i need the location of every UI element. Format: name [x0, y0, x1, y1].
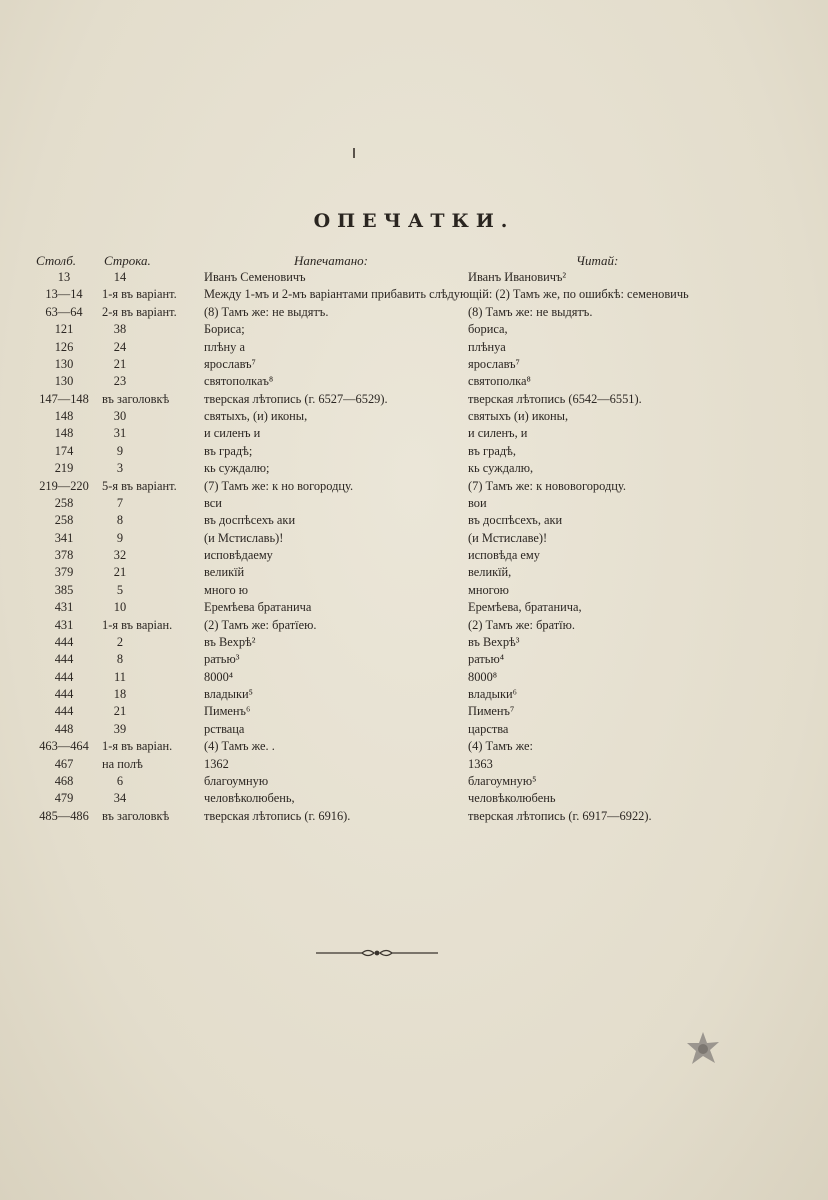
errata-printed-text: исповѣдаему	[204, 548, 273, 562]
errata-row	[36, 495, 796, 512]
errata-printed-text: ратью³	[204, 652, 240, 667]
errata-corrected-text: въ градѣ,	[468, 443, 516, 458]
errata-corrected-text: тверская лѣтопись (г. 6917—6922).	[468, 808, 652, 823]
errata-line-number: 8	[116, 652, 124, 667]
errata-column-number: 258	[54, 495, 74, 510]
errata-printed-text: ярославъ⁷	[204, 356, 256, 371]
errata-corrected-text: 8000⁸	[468, 669, 498, 684]
errata-printed-text: Бориса;	[204, 322, 245, 337]
errata-printed-text: (2) Тамъ же: братїею.	[204, 617, 317, 632]
errata-corrected-text: кь суждалю,	[468, 461, 534, 476]
errata-line-number: 34	[113, 791, 127, 806]
errata-printed-text: тверская лѣтопись (г. 6527—6529).	[204, 391, 388, 406]
errata-rows	[36, 269, 796, 825]
errata-printed-text: 8000⁴	[204, 669, 234, 684]
errata-column-number: 147—148	[39, 391, 89, 406]
errata-column-number: 126	[54, 339, 74, 354]
errata-corrected-text: Пименъ⁷	[468, 704, 515, 719]
errata-corrected-text: Иванъ Ивановичъ²	[468, 270, 567, 284]
errata-row	[36, 321, 796, 338]
errata-row	[36, 686, 796, 703]
errata-corrected-text: бориса,	[468, 322, 508, 337]
errata-row	[36, 773, 796, 790]
errata-row	[36, 790, 796, 807]
errata-line-number: 1-я въ варіан.	[102, 617, 173, 632]
errata-column-number: 379	[54, 565, 74, 580]
errata-row	[36, 269, 796, 286]
errata-corrected-text: ярославъ⁷	[468, 356, 520, 371]
errata-line-number: въ заголовкѣ	[102, 808, 170, 823]
errata-line-number: на полѣ	[102, 756, 143, 771]
errata-column-number: 341	[54, 530, 74, 545]
errata-row	[36, 408, 796, 425]
errata-column-number: 467	[54, 756, 74, 771]
errata-line-number: 24	[113, 339, 127, 354]
errata-printed-text: Иванъ Семеновичъ	[204, 270, 306, 284]
errata-line-number: 9	[116, 530, 124, 545]
errata-printed-text: много ю	[204, 582, 248, 597]
errata-row	[36, 443, 796, 460]
errata-printed-text: въ градѣ;	[204, 443, 253, 458]
errata-row	[36, 356, 796, 373]
errata-corrected-text: (4) Тамъ же:	[468, 739, 533, 754]
errata-corrected-text: святополка⁸	[468, 374, 531, 389]
errata-printed-text: человѣколюбень,	[204, 791, 295, 806]
errata-row	[36, 738, 796, 755]
errata-line-number: 39	[113, 721, 127, 736]
errata-column-number: 431	[54, 617, 74, 632]
errata-printed-text: рстваца	[204, 721, 245, 736]
errata-printed-text: (7) Тамъ же: к но вогородцу.	[204, 478, 354, 493]
errata-column-number: 479	[54, 791, 74, 806]
errata-line-number: 11	[114, 669, 126, 684]
errata-row	[36, 547, 796, 564]
errata-column-number: 463—464	[39, 739, 89, 754]
errata-corrected-text: тверская лѣтопись (6542—6551).	[468, 391, 642, 406]
errata-row	[36, 304, 796, 321]
errata-printed-text: владыки⁵	[204, 687, 253, 701]
errata-row	[36, 530, 796, 547]
errata-corrected-text: (и Мстиславе)!	[468, 530, 548, 545]
errata-corrected-text: ратью⁴	[468, 652, 505, 667]
errata-row	[36, 478, 796, 495]
errata-printed-text: (и Мстиславь)!	[204, 530, 284, 545]
errata-row	[36, 651, 796, 668]
errata-line-number: 5-я въ варіант.	[102, 478, 177, 493]
errata-column-number: 130	[54, 356, 74, 371]
errata-row	[36, 599, 796, 616]
header-read: Читай:	[576, 253, 619, 268]
errata-line-number: 6	[116, 773, 124, 788]
errata-corrected-text: многою	[468, 582, 509, 597]
errata-printed-text: великїй	[204, 565, 245, 580]
errata-column-number: 13—14	[45, 287, 83, 302]
errata-column-number: 13	[57, 270, 71, 284]
errata-corrected-text: вои	[468, 495, 487, 510]
errata-row	[36, 756, 796, 773]
errata-row	[36, 634, 796, 651]
errata-corrected-text: святыхъ (и) иконы,	[468, 409, 569, 423]
errata-line-number: 9	[116, 443, 124, 458]
errata-line-number: 5	[116, 582, 124, 597]
errata-column-number: 219—220	[39, 478, 89, 493]
errata-printed-text: Между 1-мъ и 2-мъ варіантами прибавить слѣдующій: (2) Тамъ же, по ошибкѣ: семеновичь	[204, 287, 689, 302]
errata-corrected-text: (2) Тамъ же: братїю.	[468, 617, 575, 632]
errata-column-number: 468	[54, 773, 74, 788]
print-mark	[353, 148, 355, 158]
errata-row	[36, 564, 796, 581]
errata-column-number: 148	[54, 409, 74, 423]
errata-printed-text: (8) Тамъ же: не выдятъ.	[204, 304, 329, 319]
library-stamp-icon	[684, 1030, 722, 1068]
errata-column-number: 258	[54, 513, 74, 528]
errata-line-number: 30	[113, 409, 127, 423]
errata-column-number: 385	[54, 582, 74, 597]
errata-header-row	[36, 252, 796, 269]
errata-row	[36, 808, 796, 825]
errata-row	[36, 703, 796, 720]
errata-corrected-text: (7) Тамъ же: к нововогородцу.	[468, 478, 626, 493]
header-line: Строка.	[104, 253, 151, 268]
errata-column-number: 219	[54, 461, 74, 476]
errata-row	[36, 339, 796, 356]
errata-column-number: 63—64	[45, 304, 83, 319]
errata-printed-text: Еремѣева братанича	[204, 600, 312, 615]
errata-line-number: 2	[116, 634, 124, 649]
errata-line-number: 32	[113, 548, 127, 562]
errata-row	[36, 425, 796, 442]
errata-column-number: 444	[54, 687, 74, 701]
errata-corrected-text: плѣнуа	[468, 339, 506, 354]
errata-corrected-text: благоумную⁵	[468, 773, 537, 788]
errata-column-number: 444	[54, 669, 74, 684]
errata-corrected-text: Еремѣева, братанича,	[468, 600, 582, 615]
errata-printed-text: кь суждалю;	[204, 461, 270, 476]
errata-corrected-text: исповѣда ему	[468, 548, 540, 562]
errata-printed-text: святополкаъ⁸	[204, 374, 274, 389]
ornament-divider-icon	[316, 946, 438, 960]
errata-line-number: 3	[116, 461, 124, 476]
errata-line-number: 8	[116, 513, 124, 528]
errata-row	[36, 721, 796, 738]
errata-printed-text: въ Вехрѣ²	[204, 634, 256, 649]
errata-printed-text: и силенъ и	[204, 426, 261, 441]
errata-printed-text: вси	[204, 495, 222, 510]
errata-row	[36, 512, 796, 529]
errata-line-number: 21	[113, 704, 127, 719]
errata-corrected-text: 1363	[468, 756, 493, 771]
errata-row	[36, 460, 796, 477]
errata-corrected-text: великїй,	[468, 565, 512, 580]
page-title: ОПЕЧАТКИ.	[313, 210, 515, 232]
errata-printed-text: благоумную	[204, 773, 269, 788]
errata-column-number: 174	[54, 443, 74, 458]
errata-row	[36, 373, 796, 390]
errata-line-number: 21	[113, 565, 127, 580]
errata-line-number: 2-я въ варіант.	[102, 304, 177, 319]
errata-table	[36, 252, 796, 825]
errata-row	[36, 582, 796, 599]
errata-printed-text: (4) Тамъ же. .	[204, 739, 275, 754]
errata-column-number: 444	[54, 634, 74, 649]
errata-line-number: 10	[113, 600, 127, 615]
errata-line-number: 31	[113, 426, 127, 441]
errata-corrected-text: въ доспѣсехъ, аки	[468, 513, 563, 528]
errata-line-number: 21	[113, 356, 127, 371]
errata-column-number: 485—486	[39, 808, 89, 823]
errata-row	[36, 391, 796, 408]
errata-column-number: 148	[54, 426, 74, 441]
errata-corrected-text: въ Вехрѣ³	[468, 634, 520, 649]
errata-row	[36, 617, 796, 634]
errata-column-number: 378	[54, 548, 74, 562]
errata-corrected-text: (8) Тамъ же: не выдятъ.	[468, 304, 593, 319]
errata-line-number: 14	[113, 270, 127, 284]
errata-row	[36, 286, 796, 303]
errata-line-number: 23	[113, 374, 127, 389]
errata-column-number: 130	[54, 374, 74, 389]
errata-corrected-text: и силенъ, и	[468, 426, 528, 441]
errata-printed-text: 1362	[204, 756, 229, 771]
errata-line-number: 18	[113, 687, 127, 701]
header-printed: Напечатано:	[294, 253, 369, 268]
errata-line-number: 1-я въ варіант.	[102, 287, 177, 302]
errata-line-number: 7	[116, 495, 124, 510]
errata-column-number: 444	[54, 652, 74, 667]
errata-corrected-text: владыки⁶	[468, 687, 517, 701]
errata-line-number: 1-я въ варіан.	[102, 739, 173, 754]
errata-printed-text: святыхъ, (и) иконы,	[204, 409, 308, 423]
errata-column-number: 121	[54, 322, 74, 337]
errata-column-number: 431	[54, 600, 74, 615]
errata-line-number: въ заголовкѣ	[102, 391, 170, 406]
errata-printed-text: Пименъ⁶	[204, 704, 251, 719]
errata-line-number: 38	[113, 322, 127, 337]
errata-printed-text: плѣну а	[204, 339, 245, 354]
errata-column-number: 448	[54, 721, 74, 736]
errata-printed-text: тверская лѣтопись (г. 6916).	[204, 808, 351, 823]
errata-row	[36, 669, 796, 686]
errata-corrected-text: человѣколюбень	[468, 791, 556, 806]
errata-corrected-text: царства	[468, 721, 509, 736]
errata-printed-text: въ доспѣсехъ аки	[204, 513, 296, 528]
errata-column-number: 444	[54, 704, 74, 719]
header-column: Столб.	[36, 253, 77, 268]
